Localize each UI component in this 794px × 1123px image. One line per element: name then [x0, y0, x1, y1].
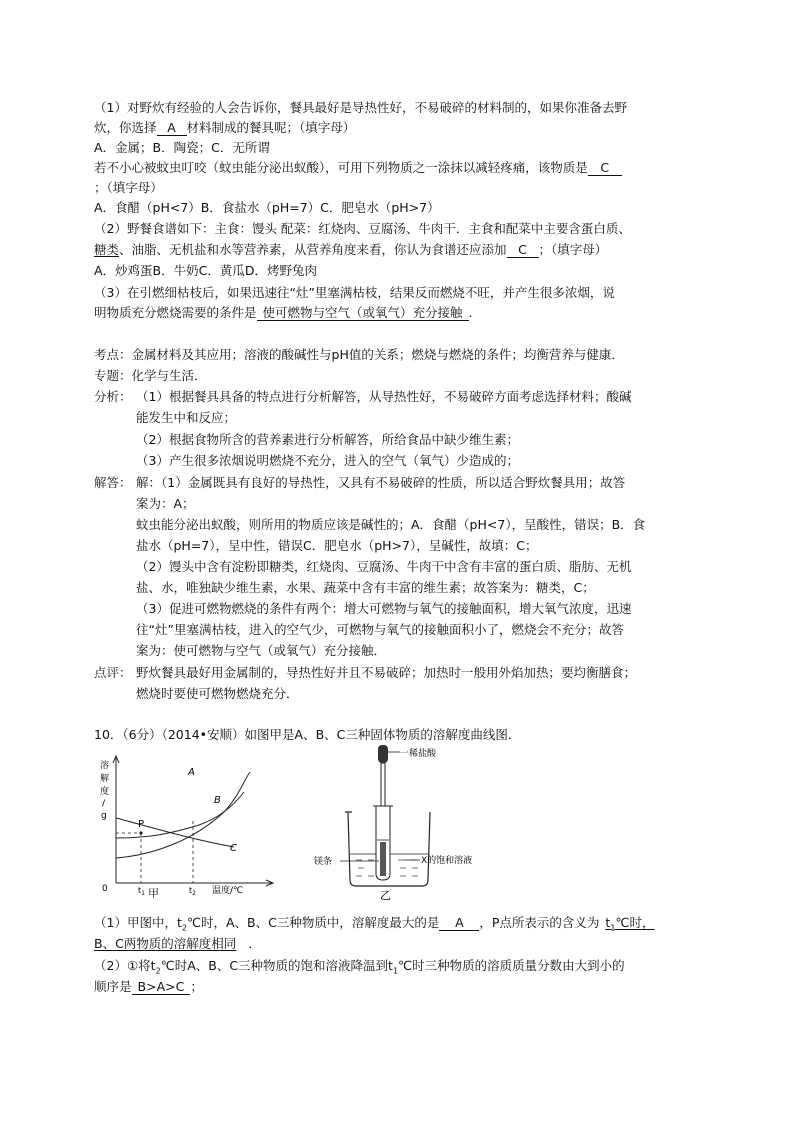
q10-part2-line-a — [94, 957, 625, 981]
figure-yi-caption: 乙 — [380, 889, 391, 902]
q10-part1-line-a — [94, 914, 654, 938]
zhuanti-line — [94, 367, 207, 385]
q-part1-prefix: 炊，你选择 — [94, 120, 157, 135]
q-part1b-line-a — [94, 159, 622, 177]
answer-blank-3: 糖类 — [94, 242, 120, 257]
q10-part2-mid: ℃时A、B、C三种物质的饱和溶液降温到t — [160, 958, 393, 973]
dianping-line-a: 野炊餐具最好用金属制的，导热性好并且不易破碎；加热时一般用外焰加热；要均衡膳食； — [136, 665, 637, 680]
q-part1-line-a: （1）对野炊有经验的人会告诉你，餐具最好是导热性好，不易破碎的材料制的，如果你准备去野 — [94, 100, 627, 115]
q10-part1-mid2: ，P点所表示的含义为 — [479, 915, 600, 930]
jieda-line-2a: （2）馒头中含有淀粉即糖类，红烧肉、豆腐汤、牛肉干中含有丰富的蛋白质、脂肪、无机 — [136, 559, 632, 574]
ylabel-char-5: g — [101, 811, 107, 821]
label-C: C — [230, 843, 237, 854]
fenxi-line-1b: 能发生中和反应； — [136, 410, 237, 425]
q-part1-suffix: 材料制成的餐具呢；（填字母） — [186, 120, 356, 135]
jieda-line-3b: 往“灶”里塞满枯枝，进入的空气少，可燃物与氧气的接触面积小了，燃烧会不充分；故答 — [136, 622, 624, 637]
curve-C — [116, 818, 234, 847]
q10-part1-sub: 2 — [181, 923, 187, 933]
hcl-label: 一稀盐酸 — [400, 749, 437, 759]
q-part3-suffix: ． — [468, 305, 482, 320]
jieda-line-1b: 案为：A； — [136, 496, 195, 511]
figure-jia-solubility-chart — [94, 750, 284, 900]
mg-label: 镁条 — [314, 857, 333, 867]
q10-title: 10．（6分）（2014•安顺）如图甲是A、B、C三种固体物质的溶解度曲线图． — [94, 727, 521, 742]
q-part3-line-a: （3）在引燃细枯枝后，如果迅速往“灶”里塞满枯枝，结果反而燃烧不旺，并产生很多浓烟，说 — [94, 285, 615, 300]
zhuanti-text: 化学与生活． — [131, 368, 207, 383]
label-A: A — [188, 767, 195, 778]
q-part2-suffix: ；（填字母） — [538, 242, 608, 257]
dianping-label: 点评： — [94, 665, 132, 680]
t2-label: $t_2$ — [189, 886, 196, 897]
point-P — [139, 831, 142, 834]
ylabel-char-2: 解 — [100, 774, 110, 784]
magnesium-ribbon — [380, 842, 386, 876]
zhuanti-label: 专题： — [94, 368, 132, 383]
figure-yi-beaker-diagram — [300, 742, 530, 902]
q10-part2-prefix2: 顺序是 — [94, 979, 132, 994]
jieda-label: 解答： — [94, 475, 132, 490]
xlabel: 温度/℃ — [212, 886, 244, 896]
q-part3-line-b — [94, 304, 481, 322]
q-part1-options: A．金属；B．陶瓷；C．无所谓 — [94, 140, 270, 155]
q10-part1-prefix: （1）甲图中，t — [94, 915, 182, 930]
label-P: P — [138, 819, 145, 830]
q10-part1-line-b — [94, 935, 261, 953]
label-B: B — [214, 795, 221, 806]
fenxi-label: 分析： — [94, 389, 132, 404]
q10-part2-sub1: 2 — [155, 966, 161, 976]
curve-B — [116, 792, 244, 838]
q10-part2-end: ； — [190, 979, 203, 994]
q10-part1-mid: ℃时，A、B、C三种物质中，溶解度最大的是 — [186, 915, 440, 930]
dropper-bulb — [378, 745, 388, 763]
q10-part2-line-b — [94, 978, 203, 996]
answer-blank-1: A — [157, 120, 187, 136]
q-part2-mid: 、油脂、无机盐和水等营养素，从营养角度来看，你认为食谱还应添加 — [119, 242, 507, 257]
fenxi-line-3: （3）产生很多浓烟说明燃烧不充分，进入的空气（氧气）少造成的； — [136, 453, 519, 468]
kaodian-label: 考点： — [94, 347, 132, 362]
kaodian-line — [94, 346, 624, 364]
q-part2-line-a: （2）野餐食谱如下：主食：馒头 配菜：红烧肉、豆腐汤、牛肉干．主食和配菜中主要含蛋白质、 — [94, 221, 631, 236]
q10-part2-suffix: ℃时三种物质的溶质质量分数由大到小的 — [398, 958, 625, 973]
q10-part2-sub2: 1 — [392, 966, 399, 976]
answer-blank-2: C — [588, 160, 622, 176]
t1-label: $t_1$ — [138, 886, 145, 897]
jieda-line-3a: （3）促进可燃物燃烧的条件有两个：增大可燃物与氧气的接触面积，增大氧气浓度，迅速 — [136, 601, 632, 616]
fenxi-line-1a: （1）根据餐具具备的特点进行分析解答，从导热性好，不易破碎方面考虑选择材料；酸碱 — [136, 389, 632, 404]
q10-answer-blank-2a: $t_1℃$时， — [605, 915, 655, 933]
jieda-line-1a: 解：（1）金属既具有良好的导热性，又具有不易破碎的性质，所以适合野炊餐具用；故答 — [136, 475, 626, 490]
answer-blank-4: C — [507, 242, 539, 258]
q-part1b-line-b: ；（填字母） — [94, 180, 163, 195]
dropper-tube — [381, 763, 385, 809]
q10-answer-blank-1: A — [439, 915, 479, 931]
kaodian-text: 金属材料及其应用；溶液的酸碱性与pH值的关系；燃烧与燃烧的条件；均衡营养与健康． — [131, 347, 624, 362]
jieda-line-1c: 蚊虫能分泌出蚁酸，则所用的物质应该是碱性的；A．食醋（pH<7），呈酸性，错误；B．食 — [136, 517, 646, 532]
q-part1b-prefix: 若不小心被蚊虫叮咬（蚊虫能分泌出蚁酸），可用下列物质之一涂抹以减轻疼痛，该物质是 — [94, 160, 588, 175]
q-part3-prefix: 明物质充分燃烧需要的条件是 — [94, 305, 257, 320]
q10-part2-prefix: （2）①将t — [94, 958, 156, 973]
q-part1-line-b — [94, 119, 355, 137]
ylabel-char-1: 溶 — [100, 761, 110, 771]
jieda-line-3c: 案为：使可燃物与空气（或氧气）充分接触． — [136, 643, 387, 658]
dianping-line-b: 燃烧时要使可燃物燃烧充分． — [136, 686, 299, 701]
q10-part1-end: ． — [248, 936, 261, 951]
ylabel-char-3: 度 — [100, 787, 110, 797]
figure-jia-caption: 甲 — [148, 887, 159, 900]
q-part2-options: A．炒鸡蛋B．牛奶C．黄瓜D．烤野兔肉 — [94, 263, 317, 278]
fenxi-line-2: （2）根据食物所含的营养素进行分析解答，所给食品中缺少维生素； — [136, 432, 519, 447]
q10-answer-blank-3: B>A>C — [132, 979, 191, 995]
jieda-line-1d: 盐水（pH=7），呈中性，错误C．肥皂水（pH>7），呈碱性，故填：C； — [136, 538, 538, 553]
q-part2-line-b — [94, 241, 607, 259]
q10-answer-blank-2b: B、C两物质的溶解度相同 — [94, 936, 237, 951]
solution-label: X的饱和溶液 — [421, 856, 473, 866]
origin-label: 0 — [102, 884, 108, 894]
q-part1b-options: A．食醋（pH<7）B．食盐水（pH=7）C．肥皂水（pH>7） — [94, 200, 440, 215]
jieda-line-2b: 盐、水，唯独缺少维生素，水果、蔬菜中含有丰富的维生素；故答案为：糖类，C； — [136, 580, 595, 595]
answer-blank-5: 使可燃物与空气（或氧气）充分接触 — [257, 305, 469, 321]
ylabel-char-4: / — [102, 799, 106, 809]
